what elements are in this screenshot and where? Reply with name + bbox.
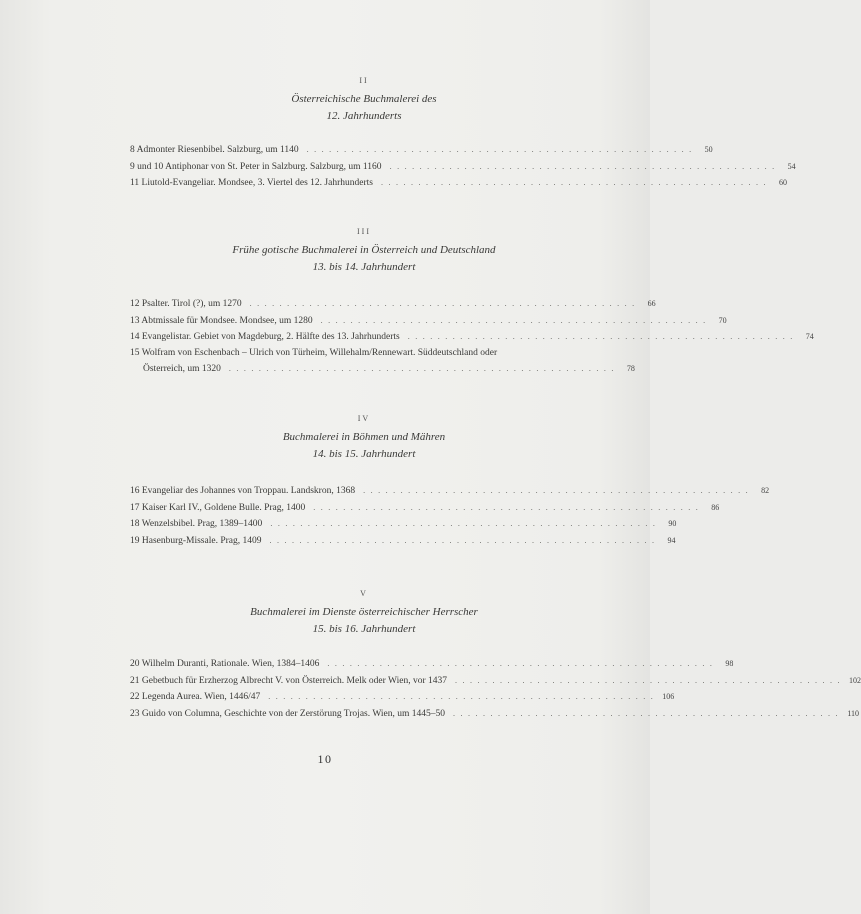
entry-page: 70 [718,315,727,325]
section-heading-line: Österreichische Buchmalerei des [291,93,437,105]
entry-title: 22 Legenda Aurea. Wien, 1446/47 [130,692,261,702]
toc-entry[interactable] [130,346,635,378]
entry-title: 16 Evangeliar des Johannes von Troppau. Landskron, 1368 [130,486,356,496]
section-iv [130,414,770,549]
section-heading-line: 14. bis 15. Jahrhundert [312,448,416,460]
section-heading-line: Frühe gotische Buchmalerei in Österreich und Deutschland [232,244,496,256]
leader-dots: .................................................... [270,519,661,528]
leader-dots: .................................................... [306,145,697,154]
section-heading [138,91,590,125]
entry-title: 11 Liutold-Evangeliar. Mondsee, 3. Viertel des 12. Jahrhunderts [130,178,373,188]
section-heading [138,604,590,638]
toc-entry[interactable] [130,159,796,176]
entry-title: 20 Wilhelm Duranti, Rationale. Wien, 1384–1406 [130,659,320,669]
leader-dots: .................................................... [453,708,844,718]
entry-page: 82 [761,486,770,495]
toc-entry[interactable] [130,533,676,550]
leader-dots: .................................................... [363,486,754,495]
entry-title: 14 Evangelistar. Gebiet von Magdeburg, 2. Hälfte des 13. Jahrhunderts [130,332,400,342]
section-heading [138,242,590,276]
entry-page: 54 [787,161,796,171]
section-heading-line: 12. Jahrhunderts [326,110,402,122]
section-numeral: IV [357,414,371,423]
entry-title: 18 Wenzelsbibel. Prag, 1389–1400 [130,519,263,529]
leader-dots: .................................................... [228,364,619,373]
section-numeral: II [359,76,369,85]
entry-continuation [130,361,635,378]
entry-page: 66 [647,299,656,308]
toc-entry[interactable] [130,516,677,533]
leader-dots: .................................................... [380,178,771,187]
leader-dots: .................................................... [313,502,704,512]
section-ii [130,76,796,192]
entry-title: 13 Abtmissale für Mondsee. Mondsee, um 1280 [130,315,313,326]
entry-title: 9 und 10 Antiphonar von St. Peter in Salzburg. Salzburg, um 1160 [130,161,382,172]
entry-page: 102 [849,675,861,685]
section-heading-line: Buchmalerei im Dienste österreichischer Herrscher [250,606,478,618]
entry-list [130,142,796,192]
toc-entry[interactable] [130,500,720,517]
leader-dots: .................................................... [407,332,798,341]
entry-title: 19 Hasenburg-Missale. Prag, 1409 [130,535,262,546]
leader-dots: .................................................... [269,535,660,545]
toc-entry[interactable] [130,483,770,500]
section-iii [130,227,814,378]
entry-list [130,656,861,722]
entry-page: 98 [725,659,734,668]
entry-page: 74 [805,332,814,341]
section-heading [138,429,590,463]
entry-title: 23 Guido von Columna, Geschichte von der Zerstörung Trojas. Wien, um 1445–50 [130,708,446,719]
entry-page: 86 [711,502,720,512]
section-v [130,589,861,722]
entry-page: 50 [704,145,713,154]
leader-dots: .................................................... [249,299,640,308]
entry-title: 15 Wolfram von Eschenbach – Ulrich von Türheim, Willehalm/Rennewart. Süddeutschland oder [130,347,498,358]
toc-entry[interactable] [130,329,814,346]
leader-dots: .................................................... [389,161,780,171]
section-heading-line: Buchmalerei in Böhmen und Mähren [282,431,446,443]
entry-page: 94 [667,535,676,545]
section-heading-line: 13. bis 14. Jahrhundert [312,261,416,273]
entry-page: 78 [626,364,635,373]
section-numeral: V [360,589,368,598]
section-numeral: III [357,227,371,236]
entry-title: 21 Gebetbuch für Erzherzog Albrecht V. von Österreich. Melk oder Wien, vor 1437 [130,675,447,686]
section-heading-line: 15. bis 16. Jahrhundert [312,623,416,635]
entry-list [130,483,770,549]
leader-dots: .................................................... [327,659,718,668]
entry-title: 12 Psalter. Tirol (?), um 1270 [130,299,242,309]
leader-dots: .................................................... [320,315,711,325]
entry-page: 110 [847,708,860,718]
page-number: 10 [317,752,333,766]
entry-page: 60 [778,178,787,187]
leader-dots: .................................................... [268,692,659,701]
entry-title: 8 Admonter Riesenbibel. Salzburg, um 1140 [130,145,299,155]
toc-entry[interactable] [130,142,713,159]
entry-list [130,296,814,378]
toc-entry[interactable] [130,656,734,673]
entry-page: 106 [662,692,675,701]
toc-entry[interactable] [130,673,861,690]
toc-entry[interactable] [130,175,787,192]
entry-page: 90 [668,519,677,528]
toc-entry[interactable] [130,313,727,330]
leader-dots: .................................................... [455,675,845,685]
entry-title: 17 Kaiser Karl IV., Goldene Bulle. Prag, 1400 [130,502,306,513]
entry-title-continued: Österreich, um 1320 [143,364,221,374]
toc-entry[interactable] [130,689,675,706]
toc-entry[interactable] [130,296,656,313]
toc-entry[interactable] [130,706,860,723]
